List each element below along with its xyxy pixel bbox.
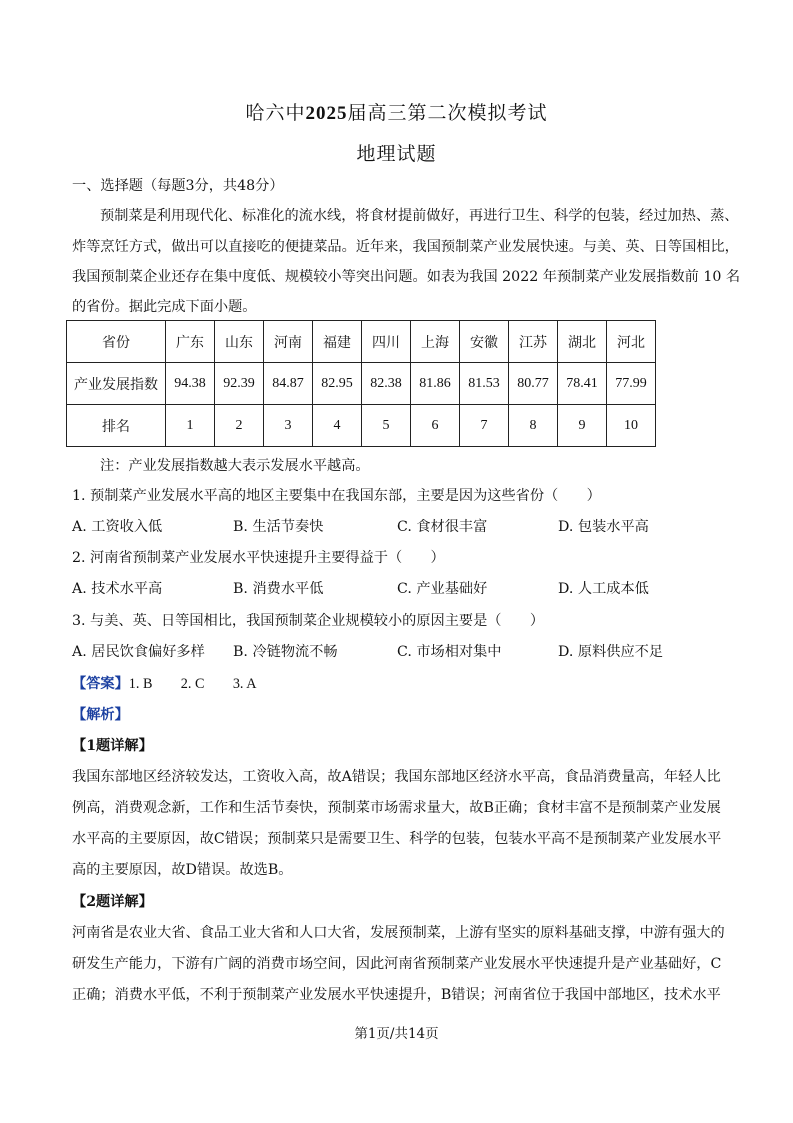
option-c: C. 食材很丰富	[397, 519, 488, 535]
option-d: D. 原料供应不足	[558, 644, 664, 660]
option-b: B. 生活节奏快	[233, 519, 324, 535]
analysis-label	[72, 705, 722, 725]
table-row-ranks	[67, 405, 656, 447]
rank-cell: 1	[166, 405, 215, 447]
province-cell: 河南	[264, 321, 313, 363]
detail1-line: 高的主要原因，故D错误。故选B。	[72, 862, 293, 878]
option-b: B. 消费水平低	[233, 581, 324, 597]
rank-cell: 6	[411, 405, 460, 447]
rank-cell: 9	[558, 405, 607, 447]
detail1-line: 水平高的主要原因，故C错误；预制菜只是需要卫生、科学的包装，包装水平高不是预制菜产业发展水平	[72, 831, 722, 847]
index-cell: 82.38	[362, 363, 411, 405]
table-row-provinces	[67, 321, 656, 363]
analysis-label-text: 【解析】	[72, 707, 129, 723]
index-cell: 84.87	[264, 363, 313, 405]
option-d: D. 包装水平高	[558, 519, 649, 535]
page-footer: 第1页/共14页	[354, 1026, 439, 1042]
row-header: 排名	[67, 405, 166, 447]
detail1-label: 【1题详解】	[72, 738, 153, 754]
question-stem: 2. 河南省预制菜产业发展水平快速提升主要得益于（ ）	[72, 550, 445, 566]
index-cell: 80.77	[509, 363, 558, 405]
index-cell: 81.86	[411, 363, 460, 405]
title-year: 2025	[305, 103, 348, 124]
rank-cell: 5	[362, 405, 411, 447]
option-a: A. 居民饮食偏好多样	[72, 644, 205, 660]
rank-cell: 4	[313, 405, 362, 447]
option-c: C. 产业基础好	[397, 581, 488, 597]
answer-label: 【答案】	[72, 676, 129, 692]
province-cell: 广东	[166, 321, 215, 363]
province-cell: 山东	[215, 321, 264, 363]
option-b: B. 冷链物流不畅	[233, 644, 338, 660]
index-cell: 81.53	[460, 363, 509, 405]
rank-cell: 10	[607, 405, 656, 447]
row-header: 产业发展指数	[67, 363, 166, 405]
detail2-label: 【2题详解】	[72, 894, 153, 910]
option-a: A. 技术水平高	[72, 581, 163, 597]
detail1-line: 例高，消费观念新，工作和生活节奏快，预制菜市场需求量大，故B正确；食材丰富不是预制菜产业发展	[72, 800, 721, 816]
title-prefix: 哈六中	[245, 102, 306, 124]
section-header: 一、选择题（每题3分，共48分）	[72, 178, 284, 194]
title-suffix: 届高三第二次模拟考试	[347, 102, 548, 124]
index-cell: 92.39	[215, 363, 264, 405]
answer-line	[72, 674, 722, 694]
detail2-line: 正确；消费水平低，不利于预制菜产业发展水平快速提升，B错误；河南省位于我国中部地区，技术水平	[72, 987, 721, 1003]
passage-line: 的省份。据此完成下面小题。	[72, 299, 257, 315]
rank-cell: 8	[509, 405, 558, 447]
exam-subtitle: 地理试题	[356, 143, 437, 165]
answer-text: 1. B 2. C 3. A	[128, 676, 257, 692]
province-cell: 安徽	[460, 321, 509, 363]
province-cell: 福建	[313, 321, 362, 363]
province-cell: 四川	[362, 321, 411, 363]
question-stem: 1. 预制菜产业发展水平高的地区主要集中在我国东部，主要是因为这些省份（ ）	[72, 488, 601, 504]
rank-cell: 3	[264, 405, 313, 447]
province-cell: 上海	[411, 321, 460, 363]
option-a: A. 工资收入低	[72, 519, 163, 535]
table-row-indices	[67, 363, 656, 405]
row-header: 省份	[67, 321, 166, 363]
index-cell: 94.38	[166, 363, 215, 405]
index-table	[66, 320, 656, 447]
rank-cell: 7	[460, 405, 509, 447]
index-cell: 77.99	[607, 363, 656, 405]
rank-cell: 2	[215, 405, 264, 447]
index-cell: 78.41	[558, 363, 607, 405]
index-cell: 82.95	[313, 363, 362, 405]
detail2-line: 研发生产能力，下游有广阔的消费市场空间，因此河南省预制菜产业发展水平快速提升是产业基础好，C	[72, 956, 722, 972]
question-stem: 3. 与美、英、日等国相比，我国预制菜企业规模较小的原因主要是（ ）	[72, 613, 545, 629]
province-cell: 湖北	[558, 321, 607, 363]
province-cell: 河北	[607, 321, 656, 363]
detail2-line: 河南省是农业大省、食品工业大省和人口大省，发展预制菜，上游有坚实的原料基础支撑，中游有强大的	[72, 925, 725, 941]
province-cell: 江苏	[509, 321, 558, 363]
option-c: C. 市场相对集中	[397, 644, 502, 660]
exam-title	[0, 98, 793, 125]
table-note: 注：产业发展指数越大表示发展水平越高。	[100, 458, 370, 474]
passage-line: 预制菜是利用现代化、标准化的流水线，将食材提前做好，再进行卫生、科学的包装，经过加热、蒸、	[100, 208, 739, 224]
detail1-line: 我国东部地区经济较发达，工资收入高，故A错误；我国东部地区经济水平高，食品消费量高，年轻人比	[72, 769, 721, 785]
passage-line: 炸等烹饪方式，做出可以直接吃的便捷菜品。近年来，我国预制菜产业发展快速。与美、英、日等国相比，	[72, 239, 739, 255]
passage-line: 我国预制菜企业还存在集中度低、规模较小等突出问题。如表为我国 2022 年预制菜产业发展指数前 10 名	[72, 269, 741, 285]
option-d: D. 人工成本低	[558, 581, 649, 597]
